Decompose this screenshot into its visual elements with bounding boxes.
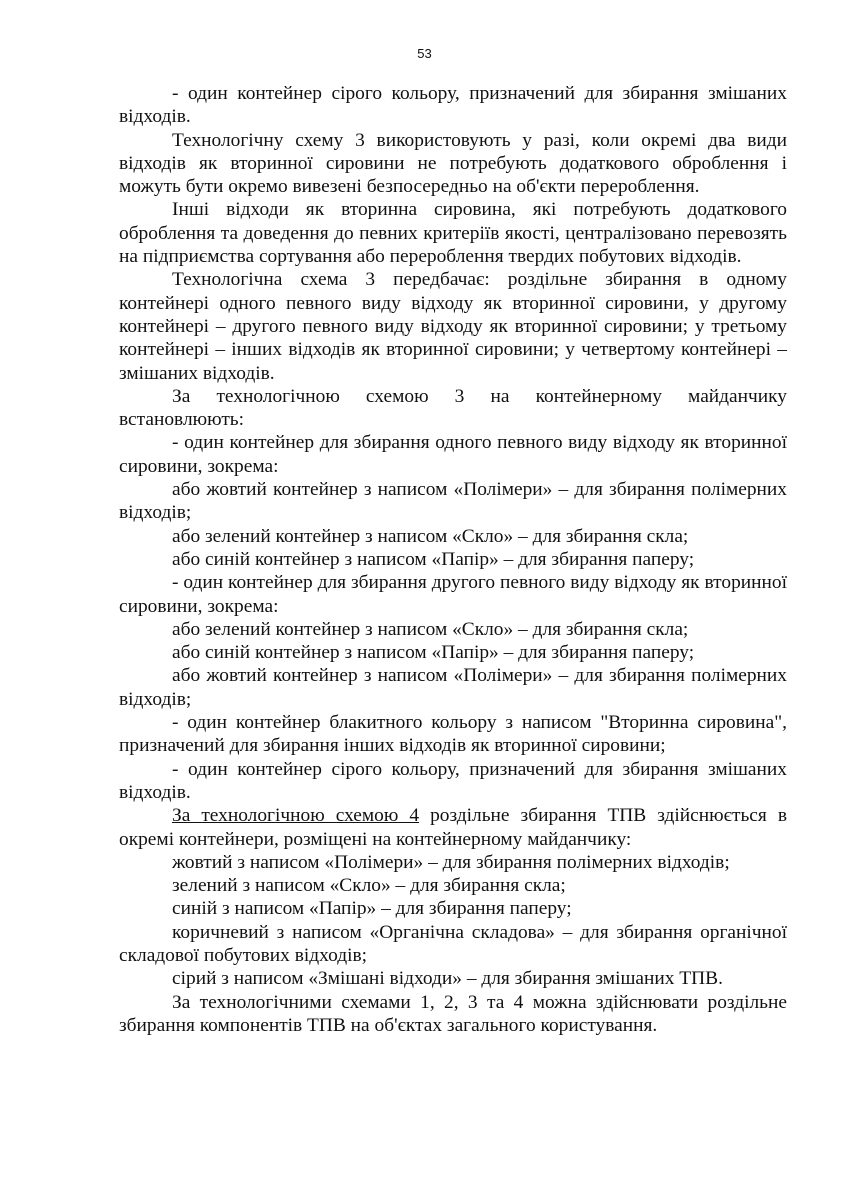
page-number: 53	[417, 46, 432, 61]
list-item: або жовтий контейнер з написом «Полімери» – для збирання полімерних відходів;	[119, 479, 787, 524]
paragraph: Інші відходи як вторинна сировина, які потребують додаткового оброблення та доведення до певних критеріїв якості, централізовано перевозять на підприємства сортування або перероблення твердих побутових відходів.	[119, 199, 787, 268]
list-item: жовтий з написом «Полімери» – для збирання полімерних відходів;	[172, 851, 730, 873]
list-item: або зелений контейнер з написом «Скло» – для збирання скла;	[172, 525, 689, 547]
list-item: або синій контейнер з написом «Папір» – для збирання паперу;	[172, 642, 695, 664]
list-item: коричневий з написом «Органічна складова» – для збирання органічної складової побутових відходів;	[119, 921, 787, 966]
closing-paragraph: За технологічними схемами 1, 2, 3 та 4 можна здійснювати роздільне збирання компонентів ТПВ на об'єктах загального користування.	[119, 991, 787, 1036]
list-item: або жовтий контейнер з написом «Полімери» – для збирання полімерних відходів;	[119, 665, 787, 710]
paragraph: - один контейнер сірого кольору, призначений для збирання змішаних відходів.	[119, 83, 787, 128]
paragraph: Технологічна схема 3 передбачає: роздільне збирання в одному контейнері одного певного виду відходу як вторинної сировини, у другому контейнері – другого певного виду відходу як вторинної сировини; у третьому контейнері – інших відходів як вторинної сировини; у четвертому контейнері – змішаних відходів.	[119, 269, 787, 384]
paragraph: Технологічну схему 3 використовують у разі, коли окремі два види відходів як вторинної сировини не потребують додаткового оброблення і можуть бути окремо вивезені безпосередньо на об'єкти перероблення.	[119, 129, 787, 198]
document-body	[119, 82, 787, 1037]
list-item: - один контейнер сірого кольору, призначений для збирання змішаних відходів.	[119, 758, 787, 803]
list-item: - один контейнер для збирання другого певного виду відходу як вторинної сировини, зокрема:	[119, 572, 787, 617]
paragraph: За технологічною схемою 3 на контейнерному майданчику встановлюють:	[119, 385, 787, 431]
list-item: зелений з написом «Скло» – для збирання скла;	[172, 875, 566, 897]
list-item: сірий з написом «Змішані відходи» – для збирання змішаних ТПВ.	[172, 968, 723, 990]
scheme-4-paragraph	[119, 804, 787, 851]
list-item: - один контейнер для збирання одного певного виду відходу як вторинної сировини, зокрема:	[119, 432, 787, 477]
list-item: синій з написом «Папір» – для збирання паперу;	[172, 898, 572, 920]
scheme-4-heading: За технологічною схемою 4	[172, 805, 420, 827]
list-item: - один контейнер блакитного кольору з написом "Вторинна сировина", призначений для збирання інших відходів як вторинної сировини;	[119, 712, 787, 757]
list-item: або зелений контейнер з написом «Скло» – для збирання скла;	[172, 618, 689, 640]
list-item: або синій контейнер з написом «Папір» – для збирання паперу;	[172, 548, 695, 570]
scheme-4-text: роздільне збирання ТПВ здійснюється в окремі контейнери, розміщені на контейнерному майданчику:	[119, 805, 787, 850]
